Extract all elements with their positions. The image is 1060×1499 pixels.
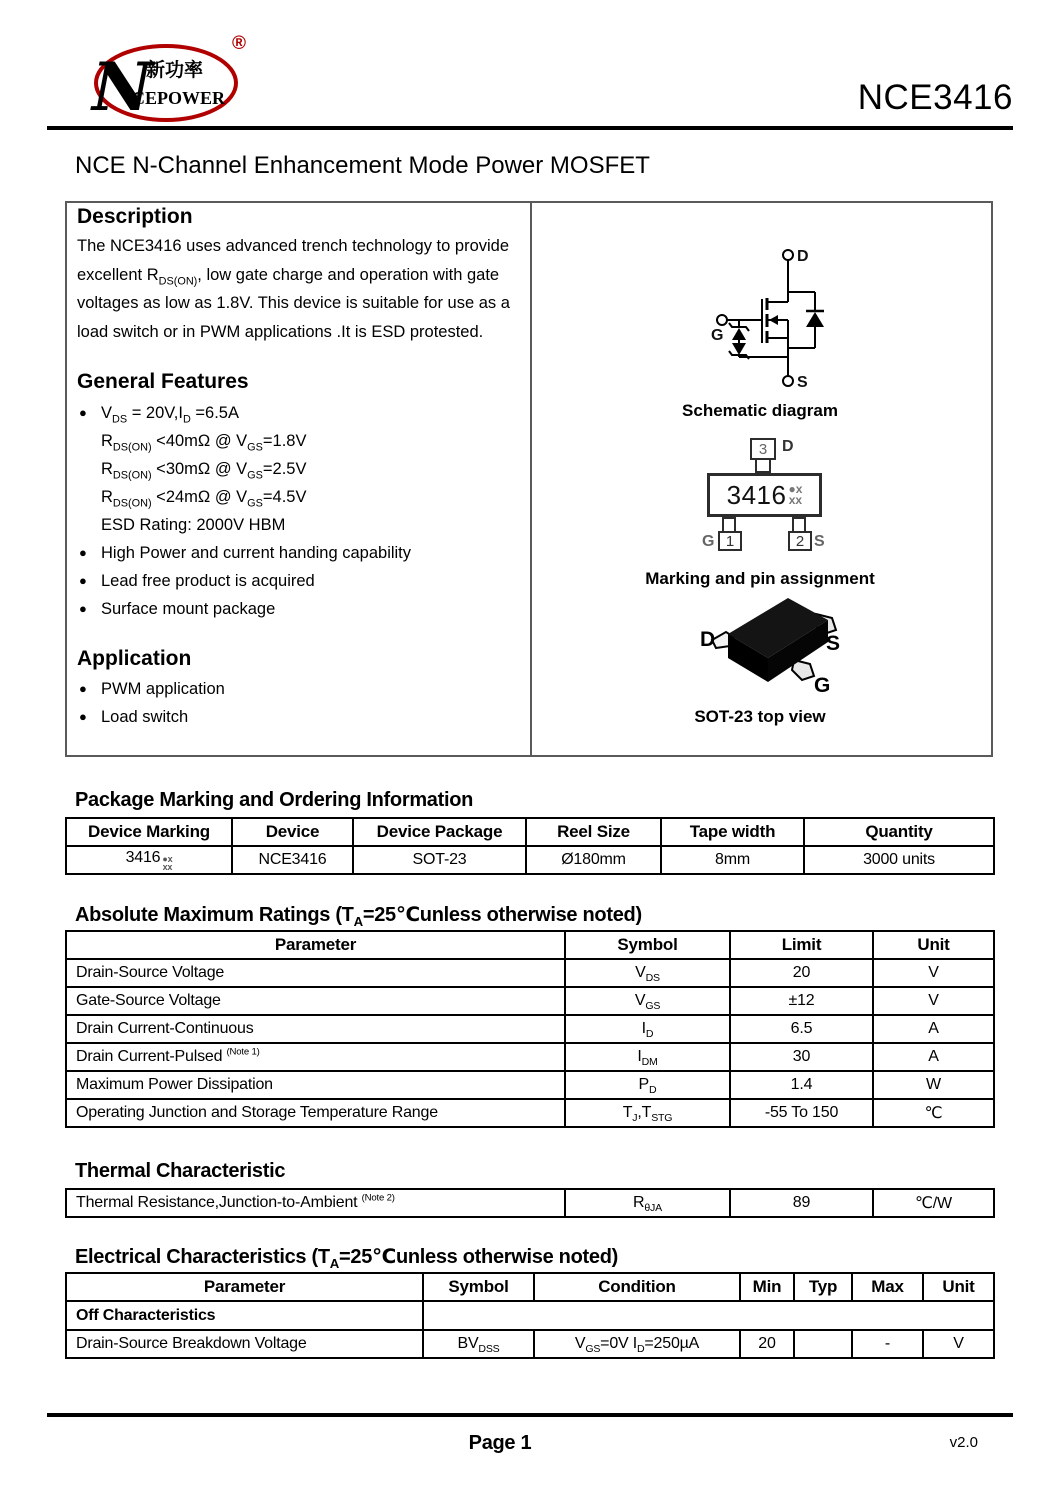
cell-unit: W — [873, 1071, 994, 1099]
body-arrow-icon — [769, 315, 778, 325]
package-body — [707, 473, 822, 517]
amr-title: Absolute Maximum Ratings ($T_A=25℃unless$ otherwise noted) — [75, 904, 642, 929]
table-row — [66, 1015, 994, 1043]
col-parameter: Parameter — [66, 931, 565, 959]
col-device-marking: Device Marking — [66, 818, 232, 846]
schematic-caption: Schematic diagram — [682, 401, 838, 420]
cell-parameter: Gate-Source Voltage — [66, 987, 565, 1015]
table-row — [66, 1043, 994, 1071]
schematic-diagram — [690, 243, 860, 400]
pin1-box: 1 — [718, 531, 742, 551]
table-row — [66, 959, 994, 987]
col-symbol: Symbol — [423, 1273, 534, 1301]
description-line: voltages as low as 1.8V. This device is suitable for use as a — [77, 294, 510, 312]
cell-device-package: SOT-23 — [353, 846, 526, 874]
cell-parameter: Drain Current-Continuous — [66, 1015, 565, 1043]
ec-table — [65, 1272, 995, 1359]
cell-limit: 30 — [730, 1043, 873, 1071]
package-3d-view — [700, 588, 845, 705]
feature-item — [79, 455, 411, 483]
bullet-icon: ● — [79, 709, 87, 724]
cell-max: - — [852, 1330, 923, 1358]
cell-parameter: Drain Current-Pulsed $^{(Note 1)}$ — [66, 1043, 565, 1071]
cell-symbol: $T_J,T_{STG}$ — [565, 1099, 730, 1127]
cell-symbol: $P_D$ — [565, 1071, 730, 1099]
col-reel-size: Reel Size — [526, 818, 661, 846]
col-limit: Limit — [730, 931, 873, 959]
table-row — [66, 1330, 994, 1358]
feature-text: High Power and current handing capability — [101, 544, 412, 562]
pin3-box: 3 — [750, 438, 776, 460]
bullet-icon: ● — [79, 573, 87, 588]
pkg-drain-label: D — [700, 628, 716, 651]
table-header-row — [66, 818, 994, 846]
pin1-neck — [722, 517, 736, 531]
amr-table — [65, 930, 995, 1128]
cell-symbol: $I_{DM}$ — [565, 1043, 730, 1071]
cell-symbol: $BV_{DSS}$ — [423, 1330, 534, 1358]
table-row — [66, 987, 994, 1015]
col-symbol: Symbol — [565, 931, 730, 959]
column-divider — [530, 203, 532, 755]
ec-title: Electrical Characteristics ($T_A=25℃unless$ otherwise noted) — [75, 1246, 618, 1271]
marking-gate-label: G — [702, 533, 715, 550]
application-text: Load switch — [101, 708, 189, 726]
gate-terminal — [717, 315, 727, 325]
col-device: Device — [232, 818, 353, 846]
feature-text: Lead free product is acquired — [101, 572, 315, 590]
feature-item — [79, 399, 411, 427]
pkg-source-label: S — [826, 632, 841, 655]
col-min: Min — [740, 1273, 794, 1301]
feature-text: $R_{DS(ON)} <40m\Omega$ @ $V_{GS}=1.8V$ — [101, 432, 307, 454]
part-number: NCE3416 — [857, 78, 1013, 117]
cell-parameter: Operating Junction and Storage Temperature Range — [66, 1099, 565, 1127]
cell-unit: A — [873, 1043, 994, 1071]
ordering-table — [65, 817, 995, 875]
cell-device: NCE3416 — [232, 846, 353, 874]
brand-english: CEPOWER — [132, 88, 226, 108]
esd-zener-icon — [732, 328, 746, 340]
col-parameter: Parameter — [66, 1273, 423, 1301]
feature-text: $V_{DS} = 20V,I_D =6.5A$ — [101, 404, 239, 426]
col-typ: Typ — [794, 1273, 852, 1301]
description-line: The NCE3416 uses advanced trench technology to provide — [77, 237, 510, 255]
pin3-neck — [755, 460, 771, 473]
cell-unit: V — [923, 1330, 994, 1358]
cell-parameter: Drain-Source Voltage — [66, 959, 565, 987]
brand-chinese: 新功率 — [146, 60, 204, 81]
cell-reel-size: Ø180mm — [526, 846, 661, 874]
thermal-table — [65, 1188, 995, 1218]
cell-limit: 6.5 — [730, 1015, 873, 1043]
cell-min: 20 — [740, 1330, 794, 1358]
table-row — [66, 846, 994, 874]
cell-tape-width: 8mm — [661, 846, 804, 874]
subheader-off-characteristics: Off Characteristics — [66, 1301, 423, 1330]
brand-logo — [90, 30, 250, 125]
table-row — [66, 1071, 994, 1099]
brand-logo-graphic — [90, 30, 246, 125]
application-item — [79, 675, 225, 703]
cell-quantity: 3000 units — [804, 846, 994, 874]
page-title: NCE N-Channel Enhancement Mode Power MOSFET — [75, 152, 650, 179]
feature-text: Surface mount package — [101, 600, 276, 618]
registered-mark: ® — [232, 33, 246, 54]
marking-caption: Marking and pin assignment — [645, 569, 875, 588]
col-tape-width: Tape width — [661, 818, 804, 846]
pkg-gate-label: G — [814, 674, 831, 697]
col-device-package: Device Package — [353, 818, 526, 846]
col-unit: Unit — [873, 931, 994, 959]
version-label: v2.0 — [949, 1434, 978, 1451]
table-subheader-row — [66, 1301, 994, 1330]
marking-diagram — [700, 434, 830, 559]
description-line: load switch or in PWM applications .It is ESD protested. — [77, 322, 484, 341]
feature-text: $R_{DS(ON)} <30m\Omega$ @ $V_{GS}=2.5V$ — [101, 460, 307, 482]
source-terminal — [783, 376, 793, 386]
feature-item — [79, 483, 411, 511]
body-diode-icon — [806, 312, 824, 327]
bullet-icon: ● — [79, 405, 87, 420]
brand-n-glyph: N — [92, 48, 153, 125]
cell-symbol: $V_{DS}$ — [565, 959, 730, 987]
ordering-title: Package Marking and Ordering Information — [75, 789, 474, 811]
marking-drain-label: D — [782, 438, 794, 455]
cell-limit: 1.4 — [730, 1071, 873, 1099]
feature-item — [79, 427, 411, 455]
application-list — [79, 675, 225, 731]
pin2-box: 2 — [788, 531, 812, 551]
table-row — [66, 1099, 994, 1127]
cell-limit: 89 — [730, 1189, 873, 1217]
subheader-spacer — [423, 1301, 994, 1330]
cell-symbol: $R_{\theta JA}$ — [565, 1189, 730, 1217]
description-line: excellent $R_{DS(ON)}$, low gate charge and operation with gate — [77, 265, 500, 287]
cell-limit: 20 — [730, 959, 873, 987]
cell-limit: -55 To 150 — [730, 1099, 873, 1127]
col-quantity: Quantity — [804, 818, 994, 846]
cell-symbol: $I_D$ — [565, 1015, 730, 1043]
cell-parameter: Maximum Power Dissipation — [66, 1071, 565, 1099]
application-item — [79, 703, 225, 731]
cell-unit: A — [873, 1015, 994, 1043]
cell-unit: V — [873, 987, 994, 1015]
drain-label: D — [797, 248, 809, 265]
table-header-row — [66, 1273, 994, 1301]
marking-source-label: S — [814, 533, 825, 550]
description-body — [77, 232, 510, 346]
application-title: Application — [77, 647, 192, 670]
col-max: Max — [852, 1273, 923, 1301]
application-text: PWM application — [101, 680, 225, 698]
features-title: General Features — [77, 370, 249, 393]
drain-terminal — [783, 250, 793, 260]
cell-unit: ℃/W — [873, 1189, 994, 1217]
source-label: S — [797, 374, 808, 391]
cell-limit: ±12 — [730, 987, 873, 1015]
cell-parameter: Thermal Resistance,Junction-to-Ambient $^{(Note 2)}$ — [66, 1189, 565, 1217]
col-unit: Unit — [923, 1273, 994, 1301]
feature-item — [79, 567, 411, 595]
bullet-icon: ● — [79, 681, 87, 696]
marking-stack-top: ●x — [788, 482, 803, 496]
footer-rule — [47, 1413, 1013, 1417]
cell-parameter: Drain-Source Breakdown Voltage — [66, 1330, 423, 1358]
feature-item — [79, 511, 411, 539]
header-rule — [47, 126, 1013, 130]
marking-stack-bottom: xx — [788, 493, 803, 507]
gate-label: G — [711, 327, 724, 344]
esd-zener-icon — [732, 343, 746, 355]
table-header-row — [66, 931, 994, 959]
page-number: Page 1 — [468, 1432, 532, 1454]
table-row — [66, 1189, 994, 1217]
package-caption: SOT-23 top view — [694, 707, 826, 726]
bullet-icon: ● — [79, 545, 87, 560]
thermal-title: Thermal Characteristic — [75, 1160, 286, 1182]
features-list — [79, 399, 411, 623]
pin2-neck — [792, 517, 806, 531]
cell-condition: $V_{GS}=0V$ $I_D=250\mu A$ — [534, 1330, 740, 1358]
feature-text: $R_{DS(ON)} <24m\Omega$ @ $V_{GS}=4.5V$ — [101, 488, 307, 510]
feature-item — [79, 539, 411, 567]
col-condition: Condition — [534, 1273, 740, 1301]
feature-item — [79, 595, 411, 623]
cell-symbol: $V_{GS}$ — [565, 987, 730, 1015]
cell-unit: ℃ — [873, 1099, 994, 1127]
description-title: Description — [77, 205, 193, 228]
marking-number: 3416 — [726, 479, 787, 510]
bullet-icon: ● — [79, 601, 87, 616]
cell-device-marking: 3416 ●x xx — [66, 846, 232, 874]
cell-typ — [794, 1330, 852, 1358]
cell-unit: V — [873, 959, 994, 987]
feature-text: ESD Rating: 2000V HBM — [101, 516, 286, 534]
